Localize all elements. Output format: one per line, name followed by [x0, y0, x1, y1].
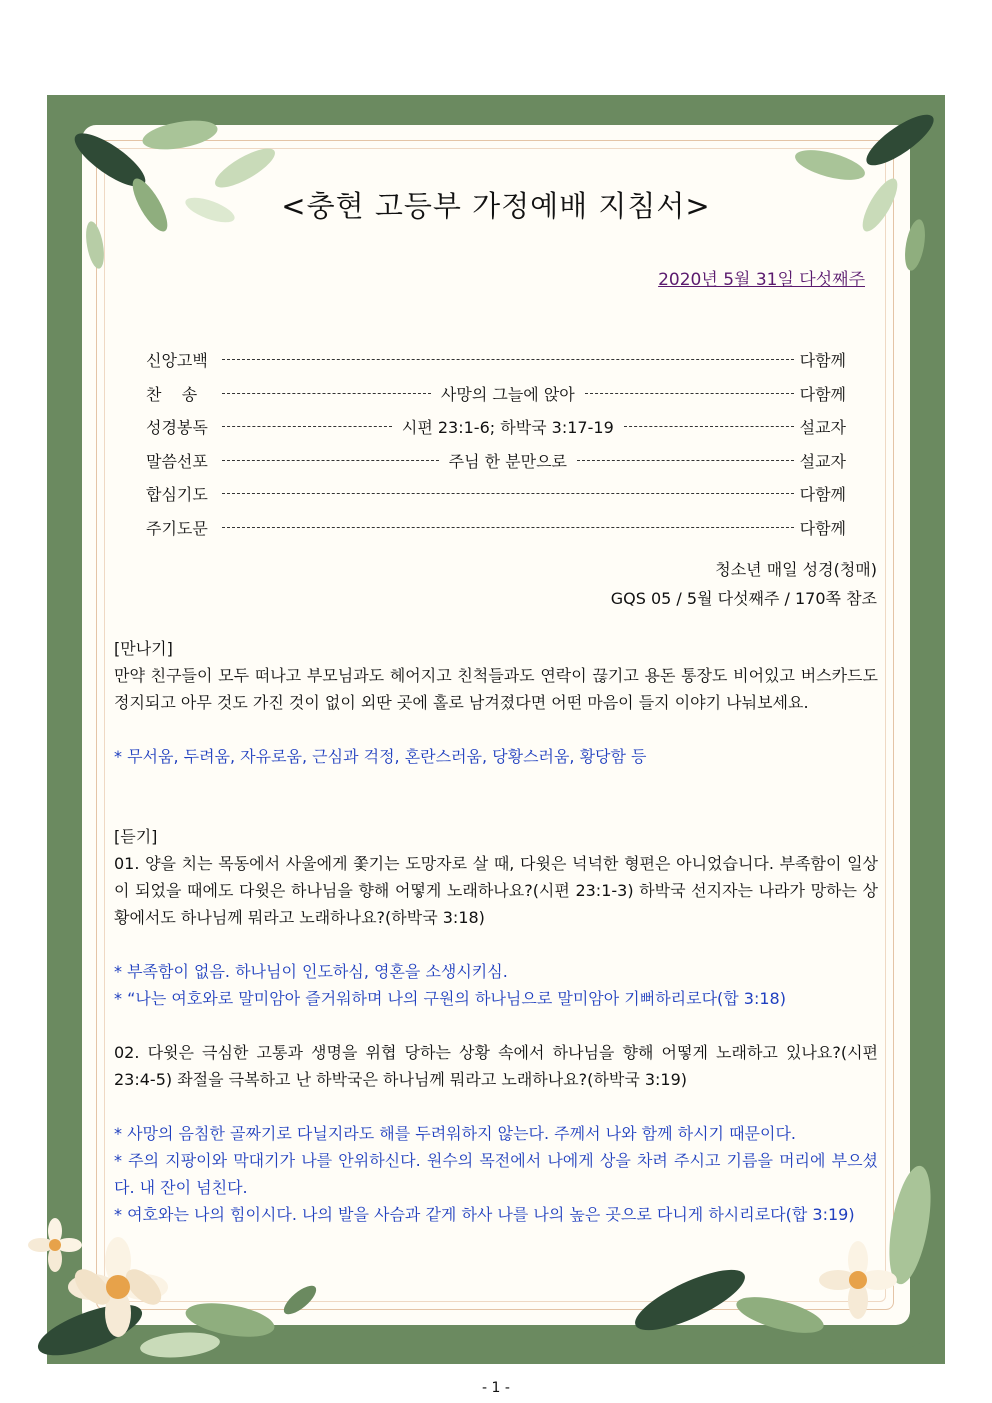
dash-leader	[222, 359, 794, 360]
answer-2-line: * 사망의 음침한 골짜기로 다닐지라도 해를 두려워하지 않는다. 주께서 나와 함께 하시기 때문이다.	[114, 1124, 796, 1143]
answer-2-line: * 주의 지팡이와 막대기가 나를 안위하신다. 원수의 목전에서 나에게 상을 차려 주시고 기름을 머리에 부으셨다. 내 잔이 넘친다.	[114, 1151, 878, 1197]
dash-leader	[577, 460, 794, 461]
order-participant: 다함께	[799, 518, 846, 538]
order-participant: 설교자	[799, 451, 846, 471]
order-participant: 설교자	[799, 418, 846, 438]
worship-order	[146, 343, 846, 544]
dash-leader	[222, 426, 392, 427]
meet-text: 만약 친구들이 모두 떠나고 부모님과도 헤어지고 친척들과도 연락이 끊기고 용돈 통장도 비어있고 버스카드도 정지되고 아무 것도 가진 것이 없이 외딴 곳에 홀로 남겨졌다면 어떤 마음이 들지 이야기 나눠보세요.	[114, 666, 878, 712]
reference-line-1: 청소년 매일 성경(청매)	[715, 560, 877, 579]
order-row	[146, 444, 846, 478]
order-label: 성경봉독	[146, 418, 208, 438]
answer-2-line: * 여호와는 나의 힘이시다. 나의 발을 사슴과 같게 하사 나를 나의 높은 곳으로 다니게 하시리로다(합 3:19)	[114, 1205, 855, 1224]
order-participant: 다함께	[799, 384, 847, 404]
meet-heading: [만나기]	[114, 639, 173, 658]
order-row	[146, 511, 846, 545]
page-title: <충현 고등부 가정예배 지침서>	[281, 189, 711, 223]
order-label: 합심기도	[146, 485, 208, 505]
worship-date: 2020년 5월 31일 다섯째주	[658, 270, 865, 290]
order-label: 주기도문	[146, 518, 208, 538]
order-label: 말씀선포	[146, 451, 208, 471]
dash-leader	[222, 527, 794, 528]
order-row	[146, 343, 846, 377]
order-label: 찬 송	[146, 384, 198, 404]
flower-cluster-bottom-left-icon	[28, 1218, 320, 1366]
order-content: 시편 23:1-6; 하박국 3:17-19	[401, 418, 614, 438]
page-number: - 1 -	[482, 1380, 510, 1396]
order-content: 주님 한 분만으로	[448, 451, 567, 471]
order-label: 신앙고백	[146, 351, 208, 371]
order-row	[146, 377, 846, 411]
answer-1-line: * 부족함이 없음. 하나님이 인도하심, 영혼을 소생시키심.	[114, 962, 508, 981]
dash-leader	[585, 393, 794, 394]
dash-leader	[222, 493, 794, 494]
question-2: 02. 다윗은 극심한 고통과 생명을 위협 당하는 상황 속에서 하나님을 향해 어떻게 노래하고 있나요?(시편 23:4-5) 좌절을 극복하고 난 하박국은 하나님께 뭐라고 노래하나요?(하박국 3:19)	[114, 1043, 878, 1089]
answer-1-line: * “나는 여호와로 말미암아 즐거워하며 나의 구원의 하나님으로 말미암아 기뻐하리로다(합 3:18)	[114, 989, 786, 1008]
order-participant: 다함께	[799, 485, 846, 505]
order-row	[146, 477, 846, 511]
listen-heading: [듣기]	[114, 827, 158, 846]
order-content: 사망의 그늘에 앉아	[440, 384, 575, 404]
dash-leader	[222, 460, 439, 461]
reference-line-2: GQS 05 / 5월 다섯째주 / 170쪽 참조	[610, 589, 877, 608]
meet-section	[114, 635, 878, 770]
dash-leader	[222, 393, 431, 394]
dash-leader	[624, 426, 794, 427]
question-1: 01. 양을 치는 목동에서 사울에게 쫓기는 도망자로 살 때, 다윗은 넉넉한 형편은 아니었습니다. 부족함이 일상이 되었을 때에도 다윗은 하나님을 향해 어떻게 노래하나요?(시편 23:1-3) 하박국 선지자는 나라가 망하는 상황에서도 하나님께 뭐라고 노래하나요?(하박국 3:18)	[114, 854, 878, 927]
order-participant: 다함께	[799, 351, 846, 371]
listen-section	[114, 823, 878, 1228]
order-row	[146, 410, 846, 444]
meet-answer: * 무서움, 두려움, 자유로움, 근심과 걱정, 혼란스러움, 당황스러움, 황당함 등	[114, 747, 647, 766]
